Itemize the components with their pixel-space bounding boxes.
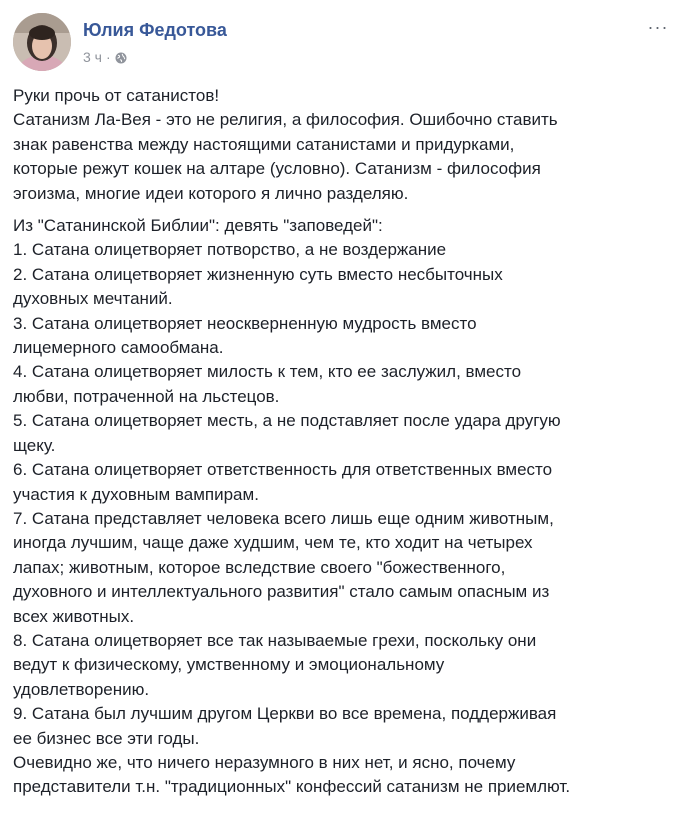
avatar[interactable] xyxy=(13,13,71,71)
text-line: 7. Сатана представляет человека всего лишь еще одним животным, xyxy=(13,508,554,528)
text-line: духовных мечтаний. xyxy=(13,289,173,309)
text-line: 2. Сатана олицетворяет жизненную суть вместо несбыточных xyxy=(13,264,503,284)
text-line: 8. Сатана олицетворяет все так называемые грехи, поскольку они xyxy=(13,630,537,650)
ellipsis-icon: ··· xyxy=(647,17,669,37)
text-line: лапах; животным, которое вследствие своего "божественного, xyxy=(13,557,506,577)
text-line: любви, потраченной на льстецов. xyxy=(13,386,280,406)
text-line: знак равенства между настоящими сатанистами и придурками, xyxy=(13,134,515,154)
post-body xyxy=(13,214,677,800)
post-time[interactable]: 3 ч xyxy=(83,49,102,65)
post-text xyxy=(13,84,677,800)
text-line: Руки прочь от сатанистов! xyxy=(13,86,220,105)
text-line: которые режут кошек на алтаре (условно). Сатанизм - философия xyxy=(13,159,541,179)
text-line: 9. Сатана был лучшим другом Церкви во все времена, поддерживая xyxy=(13,704,557,724)
text-line: Очевидно же, что ничего неразумного в них нет, и ясно, почему xyxy=(13,752,516,772)
text-line: щеку. xyxy=(13,435,56,455)
text-line: представители т.н. "традиционных" конфессий сатанизм не приемлют. xyxy=(13,777,571,797)
more-options-button[interactable] xyxy=(646,17,670,37)
text-line: эгоизма, многие идеи которого я лично разделяю. xyxy=(13,183,409,203)
text-line: 5. Сатана олицетворяет месть, а не подставляет после удара другую xyxy=(13,411,561,431)
text-line: ведут к физическому, умственному и эмоциональному xyxy=(13,655,445,675)
text-line: всех животных. xyxy=(13,606,135,626)
author-name[interactable]: Юлия Федотова xyxy=(83,20,227,40)
post-meta xyxy=(83,49,127,65)
text-line: 4. Сатана олицетворяет милость к тем, кто ее заслужил, вместо xyxy=(13,362,522,382)
meta-separator: · xyxy=(105,49,111,65)
text-line: Сатанизм Ла-Вея - это не религия, а философия. Ошибочно ставить xyxy=(13,110,558,130)
text-line: лицемерного самообмана. xyxy=(13,338,224,358)
text-line: ее бизнес все эти годы. xyxy=(13,728,200,748)
text-line: участия к духовным вампирам. xyxy=(13,484,259,504)
text-line: Из "Сатанинской Библии": девять "заповедей": xyxy=(13,216,383,236)
avatar-image xyxy=(13,13,71,71)
post-header xyxy=(13,13,673,73)
globe-icon[interactable] xyxy=(115,51,127,63)
text-line: удовлетворению. xyxy=(13,679,150,699)
text-line: 6. Сатана олицетворяет ответственность для ответственных вместо xyxy=(13,460,553,480)
text-line: иногда лучшим, чаще даже худшим, чем те, кто ходит на четырех xyxy=(13,533,533,553)
text-line: 1. Сатана олицетворяет потворство, а не воздержание xyxy=(13,240,447,260)
text-line: 3. Сатана олицетворяет неоскверненную мудрость вместо xyxy=(13,313,477,333)
post-intro xyxy=(13,84,677,206)
text-line: духовного и интеллектуального развития" стало самым опасным из xyxy=(13,582,550,602)
